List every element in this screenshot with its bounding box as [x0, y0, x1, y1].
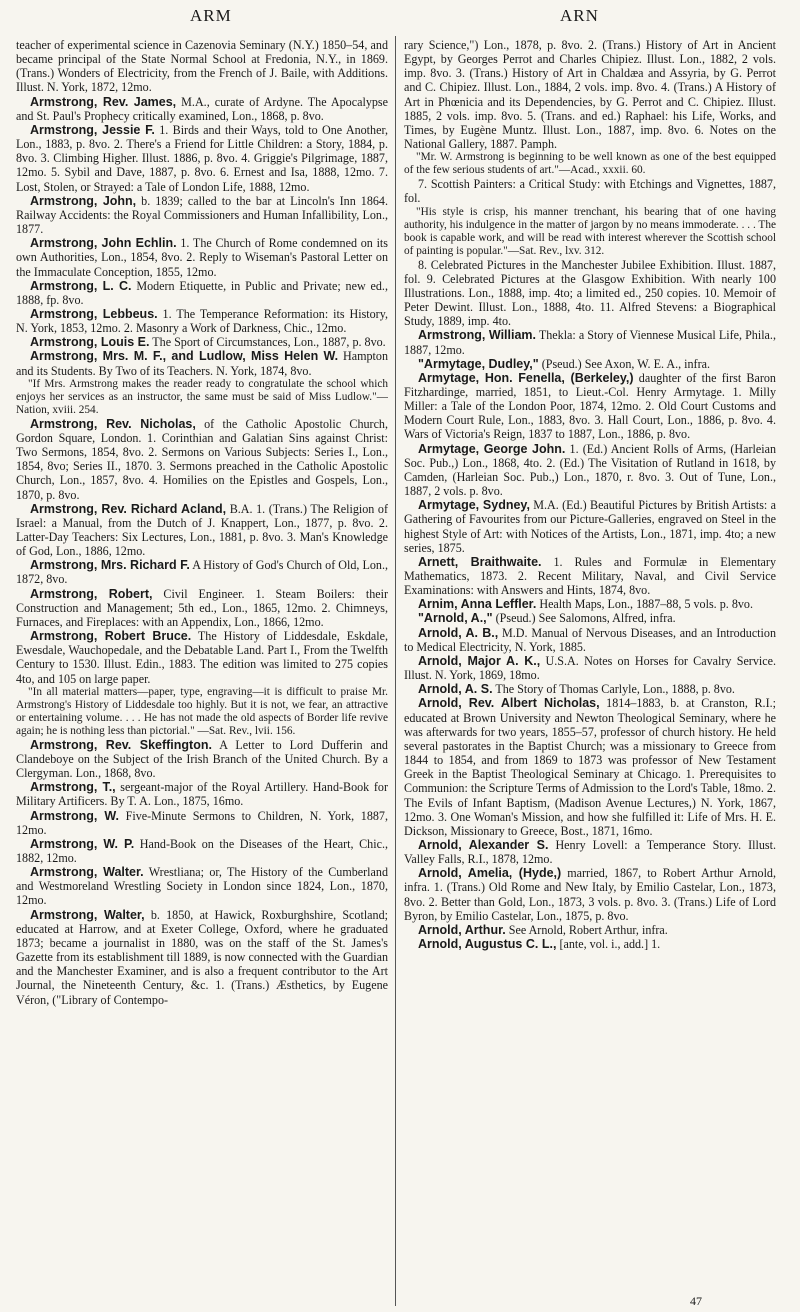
entry-text: Health Maps, Lon., 1887–88, 5 vols. p. 8vo.	[536, 597, 753, 612]
entry-text: The Story of Thomas Carlyle, Lon., 1888, p. 8vo.	[492, 682, 735, 697]
entry-headword: Armstrong, Robert,	[30, 586, 153, 601]
entry-text: A Letter to Lord Dufferin and Clandeboye on the Subject of the Irish Branch of the United Church. By a Clergyman. Lon., 1868, 8vo.	[16, 737, 388, 781]
entry-headword: Armstrong, Walter,	[30, 907, 145, 922]
bibliography-entry	[16, 502, 388, 559]
entry-headword: Arnold, Rev. Albert Nicholas,	[418, 696, 600, 711]
entry-headword: Armstrong, John Echlin.	[30, 236, 177, 251]
right-column	[404, 38, 776, 1300]
bibliography-entry	[16, 780, 388, 808]
entry-headword: Armstrong, W. P.	[30, 836, 135, 851]
entry-text: Hand-Book on the Diseases of the Heart, Chic., 1882, 12mo.	[16, 836, 388, 865]
bibliography-entry	[404, 654, 776, 682]
entry-text: Five-Minute Sermons to Children, N. York, 1887, 12mo.	[16, 808, 388, 837]
entry-text: 1814–1883, b. at Cranston, R.I.; educated at Brown University and Newton Theological Seminary, where he was afterwards for two years, 1855–57, professor of church history. He held several pastorates in the Baptist Church; was a missionary to Greece from 1844 to 1854, and from 1869 to 1873 was professor of New Testament Greek in the Baptist Theological Seminary at Chicago. 1. Prerequisites to Communion: the Scripture Terms of Admission to the Lord's Table, 18mo. 2. The Evils of Infant Baptism, (Madison Avenue Lectures,) N. York, 1867, 12mo. 3. One Woman's Mission, and how she fulfilled it: Life of Mrs. H. E. Dickson, Missionary to Greece, Bost., 1871, 16mo.	[404, 696, 776, 838]
entry-text: The History of Liddesdale, Eskdale, Ewesdale, Wauchopedale, and the Debatable Land. Part I., From the Twelfth Century to 1530. Illust. Edin., 1883. The edition was limited to 275 copies 4to, and 105 on large paper.	[16, 629, 388, 686]
entry-headword: Arnim, Anna Leffler.	[418, 597, 537, 612]
entry-text: [ante, vol. i., add.] 1.	[556, 937, 661, 952]
bibliography-entry	[16, 865, 388, 907]
entry-text: Civil Engineer. 1. Steam Boilers: their Construction and Management; 5th ed., Lon., 1865, 12mo. 2. Chimneys, Furnaces, and Fireplaces: with an Appendix, Lon., 1866, 12mo.	[16, 586, 388, 629]
bibliography-entry	[404, 371, 776, 442]
entry-headword: Armstrong, Rev. Nicholas,	[30, 416, 196, 431]
header-left-guideword: ARM	[190, 6, 232, 25]
quoted-review: "Mr. W. Armstrong is beginning to be well known as one of the best equipped of the few serious students of art."—Acad., xxxii. 60.	[404, 151, 776, 177]
entry-headword: Arnold, Alexander S.	[418, 837, 549, 852]
entry-text: 1. Rules and Formulæ in Elementary Mathematics, 1873. 2. Recent Military, Naval, and Civil Service Examinations: with Answers and Hints, 1874, 8vo.	[404, 554, 776, 598]
bibliography-entry	[16, 587, 388, 629]
bibliography-entry	[16, 558, 388, 586]
bibliography-entry	[404, 838, 776, 866]
entry-headword: Armstrong, Mrs. Richard F.	[30, 558, 190, 573]
entry-text: A History of God's Church of Old, Lon., 1872, 8vo.	[16, 558, 388, 587]
entry-headword: Armstrong, Lebbeus.	[30, 306, 158, 321]
column-divider	[395, 36, 396, 1306]
entry-text: b. 1839; called to the bar at Lincoln's Inn 1864. Railway Accidents: the Royal Commissioners and Human Infallibility, Lon., 1877.	[16, 193, 388, 237]
bibliography-entry	[404, 555, 776, 597]
bibliography-entry	[404, 682, 776, 696]
entry-headword: Arnett, Braithwaite.	[418, 554, 542, 569]
bibliography-entry	[404, 328, 776, 356]
bibliography-entry	[404, 597, 776, 611]
entry-text: sergeant-major of the Royal Artillery. Hand-Book for Military Artificers. By T. A. Lon., 1875, 16mo.	[16, 780, 388, 809]
bibliography-entry	[404, 177, 776, 205]
entry-text: (Pseud.) See Axon, W. E. A., infra.	[538, 356, 711, 371]
entry-headword: Armstrong, William.	[418, 328, 536, 343]
bibliography-entry	[16, 307, 388, 335]
entry-text: (Pseud.) See Salomons, Alfred, infra.	[492, 611, 676, 626]
bibliography-entry	[16, 236, 388, 278]
entry-text: daughter of the first Baron Fitzhardinge, married, 1851, to Lieut.-Col. Henry Armytage. 1. Milly Miller: a Tale of the London Poor, 1874, 12mo. 2. Old Court Customs and Modern Court Rule, Lon., 1883, 8vo. 3. Hall Court, Lon., 1886, p. 8vo. 4. Wars of Victoria's Reign, 1837 to 1887, Lon., 1886, p. 8vo.	[404, 370, 776, 442]
entry-text: teacher of experimental science in Cazenovia Seminary (N.Y.) 1850–54, and became principal of the State Normal School at Fredonia, N.Y., in 1869. (Trans.) Wonders of Electricity, from the French of J. Baile, with Additions. Illust. N. York, 1872, 12mo.	[16, 38, 388, 95]
bibliography-entry	[404, 38, 776, 151]
entry-headword: Arnold, Major A. K.,	[418, 653, 541, 668]
entry-text: M.A. (Ed.) Beautiful Pictures by British Artists: a Gathering of Favourites from our Picture-Galleries, engraved on Steel in the highest Style of Art: with Notices of the Artists, Lon., 1871, imp. 4to; a new series, 1875.	[404, 498, 776, 555]
entry-headword: Armstrong, L. C.	[30, 278, 132, 293]
bibliography-entry	[16, 95, 388, 123]
bibliography-entry	[16, 809, 388, 837]
bibliography-entry	[16, 417, 388, 502]
entry-text: married, 1867, to Robert Arthur Arnold, infra. 1. (Trans.) Old Rome and New Italy, by Emilio Castelar, Lon., 1873, 8vo. 2. Better than Gold, Lon., 1873, 3 vols. p. 8vo. 3. (Trans.) Life of Lord Byron, by Emilio Castelar, Lon., 1875, p. 8vo.	[404, 866, 776, 923]
entry-text: 1. (Ed.) Ancient Rolls of Arms, (Harleian Soc. Pub.,) Lon., 1868, 4to. 2. (Ed.) The Visitation of Rutland in 1618, by Camden, (Harleian Soc. Pub.,) Lon., 1870, r. 8vo. 3. Out of Tune, Lon., 1887, 2 vols. p. 8vo.	[404, 441, 776, 499]
bibliography-entry	[404, 866, 776, 923]
left-column	[16, 38, 388, 1300]
entry-text: Thekla: a Story of Viennese Musical Life, Phila., 1887, 12mo.	[404, 328, 776, 357]
bibliography-entry	[404, 696, 776, 838]
quoted-review: "If Mrs. Armstrong makes the reader ready to congratulate the school which enjoys her services as an instructor, the same must be said of Miss Ludlow."—Nation, xviii. 254.	[16, 377, 388, 416]
entry-headword: Arnold, A. S.	[418, 682, 493, 697]
entry-text: See Arnold, Robert Arthur, infra.	[505, 922, 668, 937]
entry-text: Modern Etiquette, in Public and Private; new ed., 1888, fp. 8vo.	[16, 278, 388, 307]
entry-text: of the Catholic Apostolic Church, Gordon Square, London. 1. Corinthian and Galatian Sins against Christ: Two Sermons, 1854, 8vo. 2. Sermons on Various Subjects: Series I., Lon., 1854, 8vo; Series II., 1870. 3. Sermons preached in the Catholic Apostolic Church, Lon., 1857, 8vo. 4. Homilies on the Epistles and Gospels, Lon., 1870, p. 8vo.	[16, 416, 388, 502]
bibliography-entry	[16, 837, 388, 865]
entry-headword: Armstrong, Rev. James,	[30, 94, 177, 109]
bibliography-entry	[16, 38, 388, 95]
entry-headword: Armytage, Hon. Fenella, (Berkeley,)	[418, 370, 634, 385]
entry-text: The Sport of Circumstances, Lon., 1887, p. 8vo.	[149, 335, 386, 350]
bibliography-entry	[404, 442, 776, 499]
entry-headword: Armstrong, John,	[30, 193, 137, 208]
entry-headword: Armstrong, Rev. Richard Acland,	[30, 501, 227, 516]
entry-headword: Armstrong, Rev. Skeffington.	[30, 737, 212, 752]
entry-text: B.A. 1. (Trans.) The Religion of Israel: a Manual, from the Dutch of J. Knappert, Lon., 1877, p. 8vo. 2. Latter-Day Teachers: Six Lectures, Lon., 1881, p. 8vo. 3. Man's Knowledge of God, Lon., 1886, 12mo.	[16, 501, 388, 559]
entry-text: 1. The Church of Rome condemned on its own Authorities, Lon., 1854, 8vo. 2. Reply to Wiseman's Pastoral Letter on the Immaculate Conception, 1855, 12mo.	[16, 236, 388, 279]
entry-text: M.D. Manual of Nervous Diseases, and an Introduction to Medical Electricity, N. York, 1885.	[404, 625, 776, 654]
bibliography-entry	[404, 258, 776, 329]
bibliography-entry	[404, 923, 776, 937]
page-number: 47	[690, 1294, 702, 1308]
quoted-review: "In all material matters—paper, type, engraving—it is difficult to praise Mr. Armstrong's History of Liddesdale too highly. But it is not, we fear, an attractive or entertaining volume. . . . He has not made the old aspects of Border life revive again; he is nothing less than pictorial." —Sat. Rev., lvii. 156.	[16, 685, 388, 737]
entry-headword: Arnold, Amelia, (Hyde,)	[418, 866, 562, 881]
entry-text: b. 1850, at Hawick, Roxburghshire, Scotland; educated at Harrow, and at Exeter College, Oxford, where he graduated 1873; became a journalist in 1880, was on the staff of the St. James's Gazette from its establishment till 1889, is now connected with the Guardian and the Manchester Examiner, and is also a frequent contributor to the Art Journal, the Nineteenth Century, &c. 1. (Trans.) Æsthetics, by Eugene Véron, ("Library of Contempo-	[16, 907, 388, 1007]
entry-headword: Armstrong, Jessie F.	[30, 122, 155, 137]
bibliography-entry	[404, 611, 776, 625]
bibliography-entry	[16, 349, 388, 377]
bibliography-entry	[16, 629, 388, 686]
entry-headword: Armstrong, Mrs. M. F., and Ludlow, Miss Helen W.	[30, 349, 339, 364]
entry-headword: Armytage, Sydney,	[418, 498, 530, 513]
entry-headword: Armstrong, Walter.	[30, 865, 144, 880]
bibliography-entry	[404, 357, 776, 371]
bibliography-entry	[16, 194, 388, 236]
bibliography-entry	[16, 123, 388, 194]
entry-text: 7. Scottish Painters: a Critical Study: with Etchings and Vignettes, 1887, fol.	[404, 177, 776, 206]
bibliography-entry	[16, 738, 388, 780]
bibliography-entry	[404, 498, 776, 555]
entry-text: rary Science,") Lon., 1878, p. 8vo. 2. (Trans.) History of Art in Ancient Egypt, by Georges Perrot and Charles Chipiez. Illust. Lon., 1882, 2 vols. imp. 8vo. 3. (Trans.) History of Art in Chaldæa and Assyria, by G. Perrot and C. Chipiez. Illust. Lon., 1884, 2 vols. imp. 8vo. 4. (Trans.) A History of Art in Phœnicia and its Dependencies, by G. Perrot and C. Chipiez. Illust. 1885, 2 vols. imp. 8vo. 5. (Trans. and ed.) Raphael: his Life, Works, and Times, by Eugène Muntz. Illust. Lon., 1887, imp. 8vo. 6. Notes on the National Gallery, 1887. Pamph.	[404, 38, 776, 152]
entry-text: Hampton and its Students. By Two of its Teachers. N. York, 1874, 8vo.	[16, 349, 388, 378]
entry-text: Henry Lovell: a Temperance Story. Illust. Valley Falls, R.I., 1878, 12mo.	[404, 837, 776, 867]
entry-headword: "Armytage, Dudley,"	[418, 356, 539, 371]
entry-headword: Armstrong, T.,	[30, 780, 116, 795]
entry-text: M.A., curate of Ardyne. The Apocalypse and St. Paul's Prophecy critically examined, Lon., 1868, p. 8vo.	[16, 94, 388, 123]
entry-headword: Armstrong, Louis E.	[30, 335, 150, 350]
header-right-guideword: ARN	[560, 6, 599, 25]
entry-headword: Arnold, Augustus C. L.,	[418, 937, 557, 952]
bibliography-entry	[404, 937, 776, 951]
entry-headword: Armstrong, Robert Bruce.	[30, 629, 192, 644]
entry-text: 1. Birds and their Ways, told to One Another, Lon., 1883, p. 8vo. 2. There's a Friend for Little Children: a Story, 1884, p. 8vo. 3. Climbing Higher. Illust. 1886, p. 8vo. 4. Griggie's Pilgrimage, 1887, 12mo. 5. Sybil and Dave, 1887, p. 8vo. 6. Ernest and Isa, 1888, 12mo. 7. Lost, Stolen, or Strayed: a Tale of London Life, 1888, 12mo.	[16, 122, 388, 194]
bibliography-entry	[16, 908, 388, 1007]
entry-headword: "Arnold, A.,"	[418, 611, 493, 626]
entry-headword: Armstrong, W.	[30, 808, 120, 823]
entry-headword: Armytage, George John.	[418, 441, 566, 456]
entry-headword: Arnold, A. B.,	[418, 625, 499, 640]
entry-text: 1. The Temperance Reformation: its History, N. York, 1853, 12mo. 2. Masonry a Work of Darkness, Chic., 12mo.	[16, 306, 388, 336]
entry-text: Wrestliana; or, The History of the Cumberland and Westmoreland Wrestling Society in London since 1824, Lon., 1870, 12mo.	[16, 865, 388, 908]
bibliography-entry	[16, 279, 388, 307]
running-header	[0, 4, 800, 30]
bibliography-entry	[404, 626, 776, 654]
bibliography-entry	[16, 335, 388, 349]
entry-text: 8. Celebrated Pictures in the Manchester Jubilee Exhibition. Illust. 1887, fol. 9. Celebrated Pictures at the Glasgow Exhibition. With nearly 100 Illustrations. Lon., 1888, imp. 4to; a limited ed., 250 copies. 10. Memoir of Peter Dewint. Illust. Lon., 1888, 4to. 11. Alfred Stevens: a Biographical Study, 1889, imp. 4to.	[404, 257, 776, 329]
entry-text: U.S.A. Notes on Horses for Cavalry Service. Illust. N. York, 1869, 18mo.	[404, 653, 776, 683]
entry-headword: Arnold, Arthur.	[418, 922, 506, 937]
quoted-review: "His style is crisp, his manner trenchant, his bearing that of one having authority, his indulgence in the matter of jargon by no means immoderate. . . . The book is capable work, and will be read with interest wherever the Scottish school of painting is popular."—Sat. Rev., lxv. 312.	[404, 205, 776, 257]
